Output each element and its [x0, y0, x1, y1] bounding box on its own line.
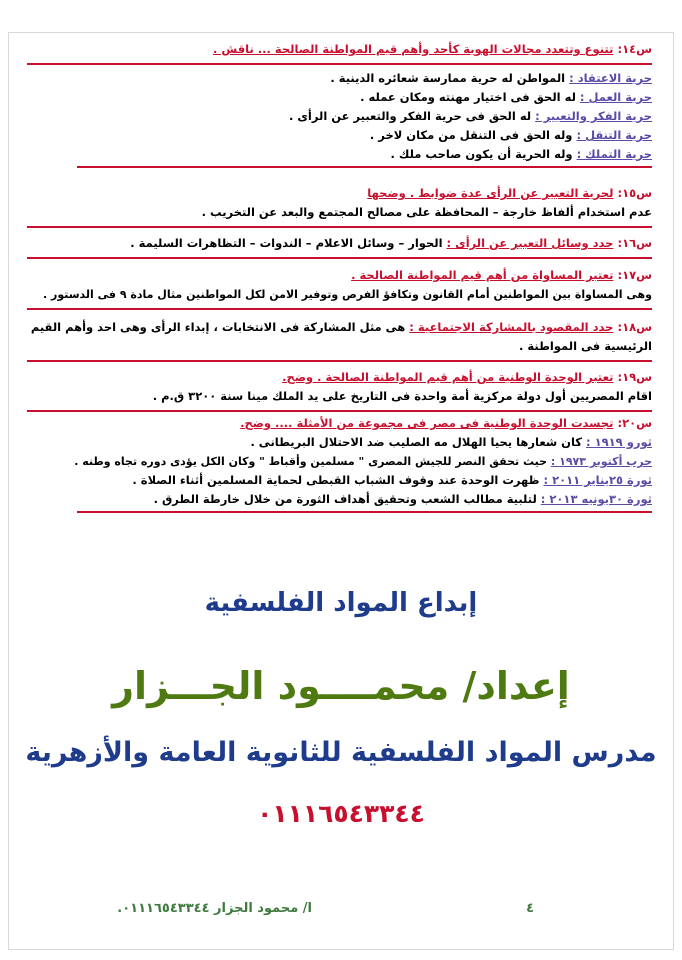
answer-text: ظهرت الوحدة عند وقوف الشباب القبطى لحماية المسلمين أثناء الصلاة .	[132, 473, 540, 487]
answer-term: حرية التملك :	[576, 147, 652, 161]
answer-term: ثورو ١٩١٩ :	[586, 435, 652, 449]
credit-author: إعداد/ محمــــود الجـــزار	[112, 664, 570, 708]
question-17-block	[27, 266, 652, 314]
question-number: س١٤:	[617, 42, 652, 56]
list-item	[27, 107, 652, 126]
question-number: س٢٠:	[617, 416, 652, 430]
question-15-block	[27, 184, 652, 232]
list-item	[27, 88, 652, 107]
list-item	[27, 69, 652, 88]
question-number: س١٧:	[617, 268, 652, 282]
footer-page-number: ٤	[526, 901, 534, 916]
question-number: س١٨:	[617, 320, 652, 334]
question-16-block	[27, 234, 652, 263]
answer-term: ثورة ٣٠يونيه ٢٠١٣ :	[540, 492, 652, 506]
answer-text-continued: الرئيسية فى المواطنة .	[519, 339, 652, 353]
question-text: تعتبر المساواة من أهم قيم المواطنة الصالحة .	[351, 268, 614, 282]
divider	[27, 410, 652, 412]
question-19-block	[27, 368, 652, 416]
question-text: تجسدت الوحدة الوطنية فى مصر فى مجموعة من الأمثلة .... وضح.	[240, 416, 614, 430]
question-14-block	[27, 40, 652, 168]
answer-text: الحوار – وسائل الاعلام – الندوات – التظاهرات السليمة .	[130, 236, 443, 250]
question-number: س١٥:	[617, 186, 652, 200]
divider	[27, 360, 652, 362]
list-item	[27, 490, 652, 509]
answer-term: حرية الفكر والتعبير :	[535, 109, 652, 123]
question-number: س١٩:	[617, 370, 652, 384]
answer-term: ثورة ٢٥يناير ٢٠١١ :	[543, 473, 652, 487]
answer-term: حرب أكتوبر ١٩٧٣ :	[550, 455, 652, 468]
answer-term: حرية التنقل :	[576, 128, 652, 142]
divider	[27, 257, 652, 259]
answer-text: له الحق فى حرية الفكر والتعبير عن الرأى .	[289, 109, 532, 123]
answer-text: لتلبية مطالب الشعب وتحقيق أهداف الثورة من خلال خارطة الطرق .	[153, 492, 537, 506]
divider	[27, 226, 652, 228]
credit-phone: ٠١١١٦٥٤٣٣٤٤	[257, 799, 425, 828]
question-text: تتنوع وتتعدد مجالات الهوية كأحد وأهم قيم المواطنة الصالحة ... ناقش .	[212, 42, 614, 56]
question-text: حدد المقصود بالمشاركة الاجتماعية :	[409, 320, 614, 334]
answer-text: له الحق فى اختيار مهنته ومكان عمله .	[360, 90, 576, 104]
divider	[27, 63, 652, 65]
divider	[77, 166, 652, 168]
question-text: تعتبر الوحدة الوطنية من أهم قيم المواطنة الصالحة . وضح.	[282, 370, 614, 384]
answer-text: وهى المساواة بين المواطنين أمام القانون وتكافؤ الفرص وتوفير الامن لكل المواطنين مثال مادة ٩ فى الدستور .	[43, 288, 652, 301]
question-text: حدد وسائل التعبير عن الرأى :	[446, 236, 614, 250]
list-item	[27, 145, 652, 164]
credit-role: مدرس المواد الفلسفية للثانوية العامة والأزهرية	[25, 737, 657, 768]
answer-term: حرية الاعتقاد :	[569, 71, 652, 85]
answer-text: المواطن له حرية ممارسة شعائره الدينية .	[330, 71, 566, 85]
credit-title: إبداع المواد الفلسفية	[204, 588, 478, 618]
list-item	[27, 126, 652, 145]
list-item	[27, 471, 652, 490]
answer-text: وله الحرية أن يكون صاحب ملك .	[390, 147, 573, 161]
question-20-block	[27, 414, 652, 513]
question-number: س١٦:	[617, 236, 652, 250]
answer-text: عدم استخدام ألفاظ خارجة – المحافظة على مصالح المجتمع والبعد عن التخريب .	[201, 205, 652, 219]
question-18-block	[27, 318, 652, 366]
answer-text: حيث تحقق النصر للجيش المصرى " مسلمين وأقباط " وكان الكل يؤدى دوره تجاه وطنه .	[74, 455, 548, 468]
question-text: لحرية التعبير عن الرأى عدة ضوابط . وضحها	[367, 186, 614, 200]
answer-text: وله الحق فى التنقل من مكان لاخر .	[369, 128, 573, 142]
list-item	[27, 433, 652, 452]
answer-text: هى مثل المشاركة فى الانتخابات ، إبداء الرأى وهى احد وأهم القيم	[30, 320, 406, 334]
footer-author: ا/ محمود الجزار ٠١١١٦٥٤٣٣٤٤.	[117, 901, 312, 916]
answer-text: كان شعارها يحيا الهلال مه الصليب ضد الاحتلال البريطانى .	[250, 435, 582, 449]
divider	[77, 511, 652, 513]
answer-term: حرية العمل :	[579, 90, 652, 104]
divider	[27, 308, 652, 310]
list-item	[27, 452, 652, 471]
answer-text: اقام المصريين أول دولة مركزية أمة واحدة فى التاريخ على يد الملك مينا سنة ٣٢٠٠ ق.م .	[152, 389, 652, 403]
